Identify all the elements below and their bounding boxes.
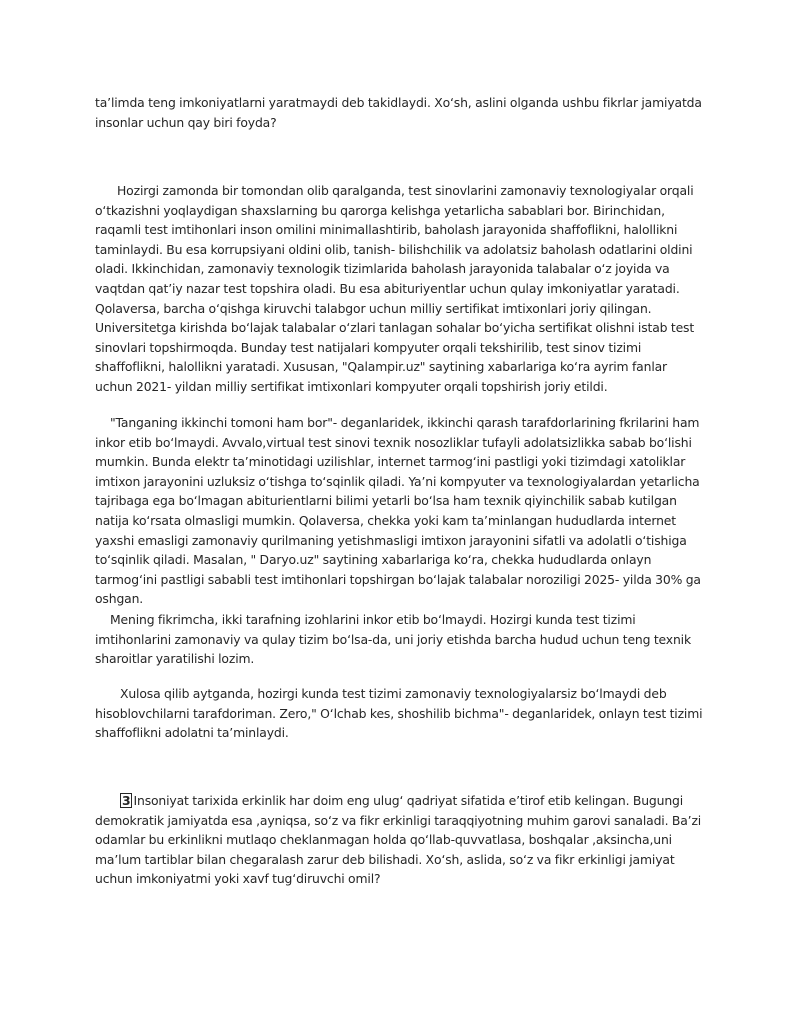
paragraph-new-essay-text: Insoniyat tarixida erkinlik har doim eng ulug‘ qadriyat sifatida e’tirof etib kelingan. Bugungi demokratik jamiyatda esa ,ayniqsa, so‘z va fikr erkinligi taraqqiyotning muhim garovi sanaladi. Ba’zi odamlar bu erkinlikni mutlaqo cheklanmagan holda qo‘llab-quvvatlasa, boshqalar ,aksincha,uni ma’lum tartiblar bilan chegaralash zarur deb bilishadi. Xo‘sh, aslida, so‘z va fikr erkinligi jamiyat uchun imkoniyatmi yoki xavf tug‘diruvchi omil?: [95, 793, 702, 887]
paragraph-new-essay: [95, 791, 707, 889]
paragraph-conclusion: Xulosa qilib aytganda, hozirgi kunda test tizimi zamonaviy texnologiyalarsiz bo‘lmaydi deb hisoblovchilarni tarafdoriman. Zero," O‘lchab kes, shoshilib bichma"- deganlaridek, onlayn test tizimi shaffoflikni adolatni ta’minlaydi.: [95, 686, 703, 741]
paragraph-intro-continuation: ta’limda teng imkoniyatlarni yaratmaydi deb takidlaydi. Xo‘sh, aslini olganda ushbu fikrlar jamiyatda insonlar uchun qay biri foyda?: [95, 95, 702, 130]
paragraph-argument-for: Hozirgi zamonda bir tomondan olib qaralganda, test sinovlarini zamonaviy texnologiyalar orqali o‘tkazishni yoqlaydigan shaxslarning bu qarorga kelishga yetarlicha sabablari bor. Birinchidan, raqamli test imtihonlari inson omilini minimallashtirib, baholash jarayonida shaffoflikni, halollikni taminlaydi. Bu esa korrupsiyani oldini olib, tanish- bilishchilik va adolatsiz baholash odatlarini oldini oladi. Ikkinchidan, zamonaviy texnologik tizimlarida baholash jarayonida talabalar o‘z joyida va vaqtdan qat’iy nazar test topshira oladi. Bu esa abituriyentlar uchun qulay imkoniyatlar yaratadi. Qolaversa, barcha o‘qishga kiruvchi talabgor uchun milliy sertifikat imtixonlari joriy qilingan. Universitetga kirishda bo‘lajak talabalar o‘zlari tanlagan sohalar bo‘yicha sertifikat olishni istab test sinovlari topshirmoqda. Bunday test natijalari kompyuter orqali tekshirilib, test sinov tizimi shaffoflikni, halollikni yaratadi. Xususan, "Qalampir.uz" saytining xabarlariga ko‘ra ayrim fanlar uchun 2021- yildan milliy sertifikat imtixonlari kompyuter orqali topshirish joriy etildi.: [95, 183, 695, 394]
paragraph-argument-against: "Tanganing ikkinchi tomoni ham bor"- deganlaridek, ikkinchi qarash tarafdorlarining fkrilarini ham inkor etib bo‘lmaydi. Avvalo,virtual test sinovi texnik nosozliklar tufayli adolatsizlikka sabab bo‘lishi mumkin. Bunda elektr ta’minotidagi uzilishlar, internet tarmog‘ini pastligi yoki tizimdagi xatoliklar imtixon jarayonini uzluksiz o‘tishga to‘sqinlik qiladi. Ya’ni kompyuter va texnologiyalardan yetarlicha tajribaga ega bo‘lmagan abiturientlarni bilimi yetarli bo‘lsa ham texnik qiyinchilik sabab kutilgan natija ko‘rsata olmasligi mumkin. Qolaversa, chekka yoki kam ta’minlangan hududlarda internet yaxshi emasligi zamonaviy qurilmaning yetishmasligi imtixon jarayonini sifatli va adolatli o‘tishiga to‘sqinlik qiladi. Masalan, " Daryo.uz" saytining xabarlariga ko‘ra, chekka hududlarda onlayn tarmog‘ini pastligi sababli test imtihonlari topshirgan bo‘lajak talabalar noroziligi 2025- yilda 30% ga oshgan.: [95, 415, 701, 607]
section-number-badge: 3: [122, 793, 131, 808]
paragraph-opinion: Mening fikrimcha, ikki tarafning izohlarini inkor etib bo‘lmaydi. Hozirgi kunda test tizimi imtihonlarini zamonaviy va qulay tizim bo‘lsa-da, uni joriy etishda barcha hudud uchun teng texnik sharoitlar yaratilishi lozim.: [95, 612, 691, 667]
